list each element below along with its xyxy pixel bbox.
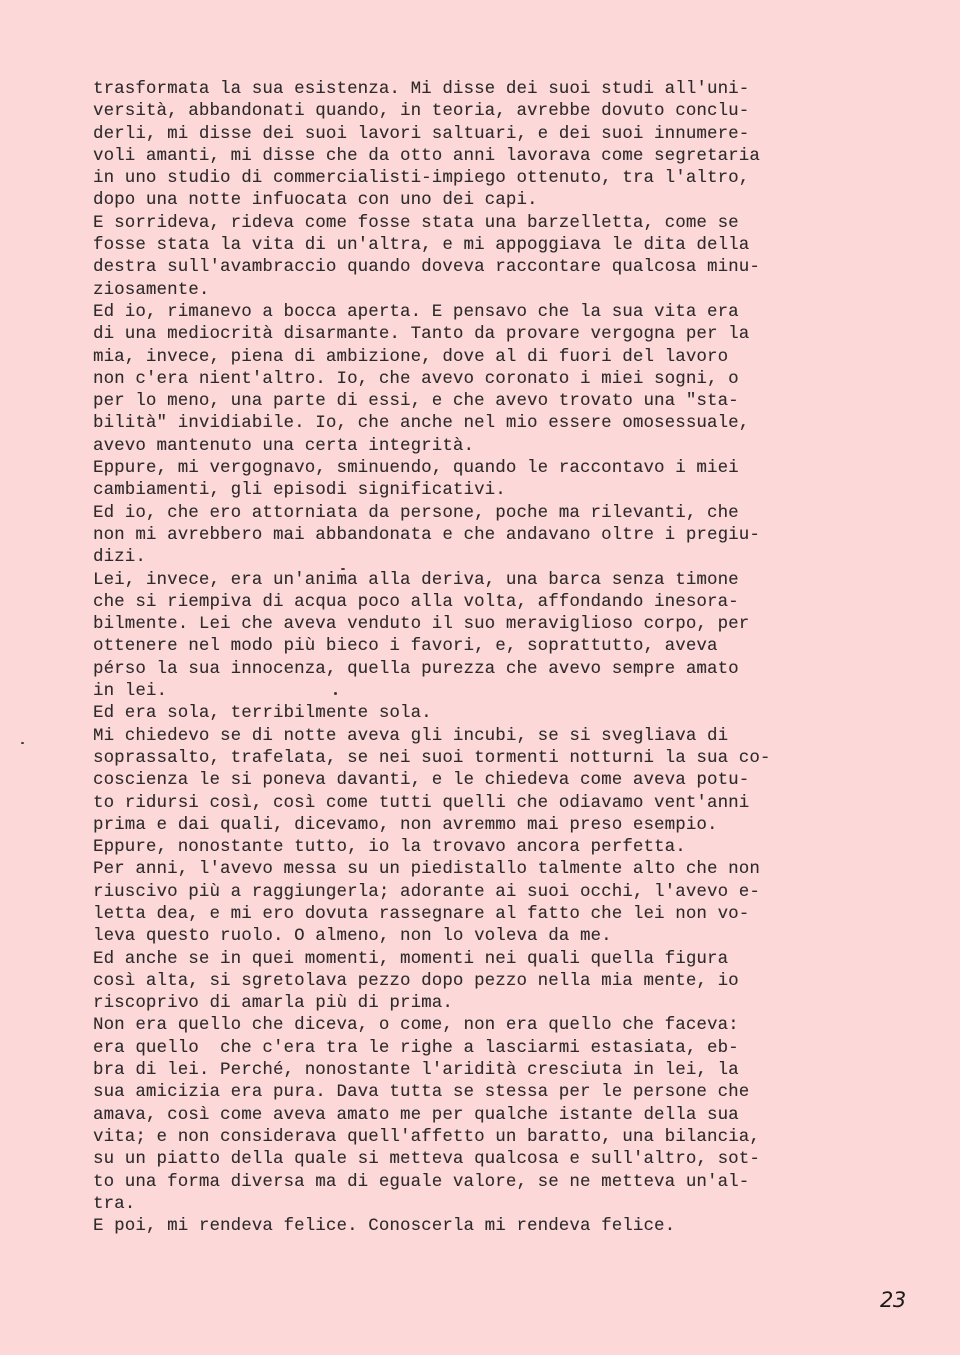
text-line: per lo meno, una parte di essi, e che avevo trovato una "sta- xyxy=(93,392,739,412)
text-line: avevo mantenuto una certa integrità. xyxy=(93,436,475,456)
text-line: dizi. xyxy=(93,548,146,568)
text-line: derli, mi disse dei suoi lavori saltuari, e dei suoi innumere- xyxy=(93,124,750,144)
text-line: vita; e non considerava quell'affetto un baratto, una bilancia, xyxy=(93,1127,760,1147)
text-line: ziosamente. xyxy=(93,280,210,300)
text-line: to ridursi così, così come tutti quelli che odiavamo vent'anni xyxy=(93,793,750,813)
text-line: era quello che c'era tra le righe a lasciarmi estasiata, eb- xyxy=(93,1038,739,1058)
text-line: E poi, mi rendeva felice. Conoscerla mi rendeva felice. xyxy=(93,1217,676,1237)
text-line: così alta, si sgretolava pezzo dopo pezzo nella mia mente, io xyxy=(93,971,739,991)
text-line: letta dea, e mi ero dovuta rassegnare al fatto che lei non vo- xyxy=(93,904,750,924)
text-line: non mi avrebbero mai abbandonata e che andavano oltre i pregiu- xyxy=(93,525,760,545)
text-line: non c'era nient'altro. Io, che avevo coronato i miei sogni, o xyxy=(93,369,739,389)
text-line: prima e dai quali, dicevamo, non avremmo mai preso esempio. xyxy=(93,815,718,835)
text-line: sua amicizia era pura. Dava tutta se stessa per le persone che xyxy=(93,1083,750,1103)
text-line: Ed io, che ero attorniata da persone, poche ma rilevanti, che xyxy=(93,503,739,523)
text-line: coscienza le si poneva davanti, e le chiedeva come aveva potu- xyxy=(93,771,750,791)
ink-speck xyxy=(341,568,345,570)
text-line: Non era quello che diceva, o come, non era quello che faceva: xyxy=(93,1016,739,1036)
text-line: destra sull'avambraccio quando doveva raccontare qualcosa minu- xyxy=(93,258,760,278)
text-line: dopo una notte infuocata con uno dei capi. xyxy=(93,191,538,211)
text-line: Mi chiedevo se di notte aveva gli incubi, se si svegliava di xyxy=(93,726,729,746)
text-line: bilità" invidiabile. Io, che anche nel mio essere omosessuale, xyxy=(93,414,750,434)
text-line: cambiamenti, gli episodi significativi. xyxy=(93,481,506,501)
text-line: voli amanti, mi disse che da otto anni lavorava come segretaria xyxy=(93,146,760,166)
text-line: tra. xyxy=(93,1194,136,1214)
text-line: Per anni, l'avevo messa su un piedistallo talmente alto che non xyxy=(93,860,760,880)
text-line: in lei. xyxy=(93,682,168,702)
text-line: amava, così come aveva amato me per qualche istante della sua xyxy=(93,1105,739,1125)
text-line: Eppure, nonostante tutto, io la trovavo ancora perfetta. xyxy=(93,838,686,858)
text-line: riscoprivo di amarla più di prima. xyxy=(93,994,453,1014)
text-line: Lei, invece, era un'anima alla deriva, una barca senza timone xyxy=(93,570,739,590)
text-line: soprassalto, trafelata, se nei suoi tormenti notturni la sua co- xyxy=(93,748,771,768)
text-line: che si riempiva di acqua poco alla volta, affondando inesora- xyxy=(93,592,739,612)
text-line: Eppure, mi vergognavo, sminuendo, quando le raccontavo i miei xyxy=(93,459,739,479)
text-line: fosse stata la vita di un'altra, e mi appoggiava le dita della xyxy=(93,236,750,256)
text-line: riuscivo più a raggiungerla; adorante ai suoi occhi, l'avevo e- xyxy=(93,882,760,902)
typewritten-text-body xyxy=(93,79,853,1238)
ink-speck xyxy=(334,692,337,695)
text-line: su un piatto della quale si metteva qualcosa e sull'altro, sot- xyxy=(93,1150,760,1170)
text-line: E sorrideva, rideva come fosse stata una barzelletta, come se xyxy=(93,213,739,233)
text-line: bilmente. Lei che aveva venduto il suo meraviglioso corpo, per xyxy=(93,615,750,635)
text-line: Ed anche se in quei momenti, momenti nei quali quella figura xyxy=(93,949,729,969)
text-line: ottenere nel modo più bieco i favori, e, soprattutto, aveva xyxy=(93,637,718,657)
text-line: Ed io, rimanevo a bocca aperta. E pensavo che la sua vita era xyxy=(93,302,739,322)
text-line: in uno studio di commercialisti-impiego ottenuto, tra l'altro, xyxy=(93,169,750,189)
text-line: leva questo ruolo. O almeno, non lo voleva da me. xyxy=(93,927,612,947)
text-line: trasformata la sua esistenza. Mi disse dei suoi studi all'uni- xyxy=(93,80,750,99)
text-line: versità, abbandonati quando, in teoria, avrebbe dovuto conclu- xyxy=(93,102,750,122)
text-line: di una mediocrità disarmante. Tanto da provare vergogna per la xyxy=(93,325,750,345)
ink-speck xyxy=(21,742,24,744)
page-number: 23 xyxy=(880,1288,906,1312)
text-line: to una forma diversa ma di eguale valore, se ne metteva un'al- xyxy=(93,1172,750,1192)
text-line: pérso la sua innocenza, quella purezza che avevo sempre amato xyxy=(93,659,739,679)
text-line: Ed era sola, terribilmente sola. xyxy=(93,704,432,724)
text-line: mia, invece, piena di ambizione, dove al di fuori del lavoro xyxy=(93,347,729,367)
text-line: bra di lei. Perché, nonostante l'aridità cresciuta in lei, la xyxy=(93,1061,739,1081)
